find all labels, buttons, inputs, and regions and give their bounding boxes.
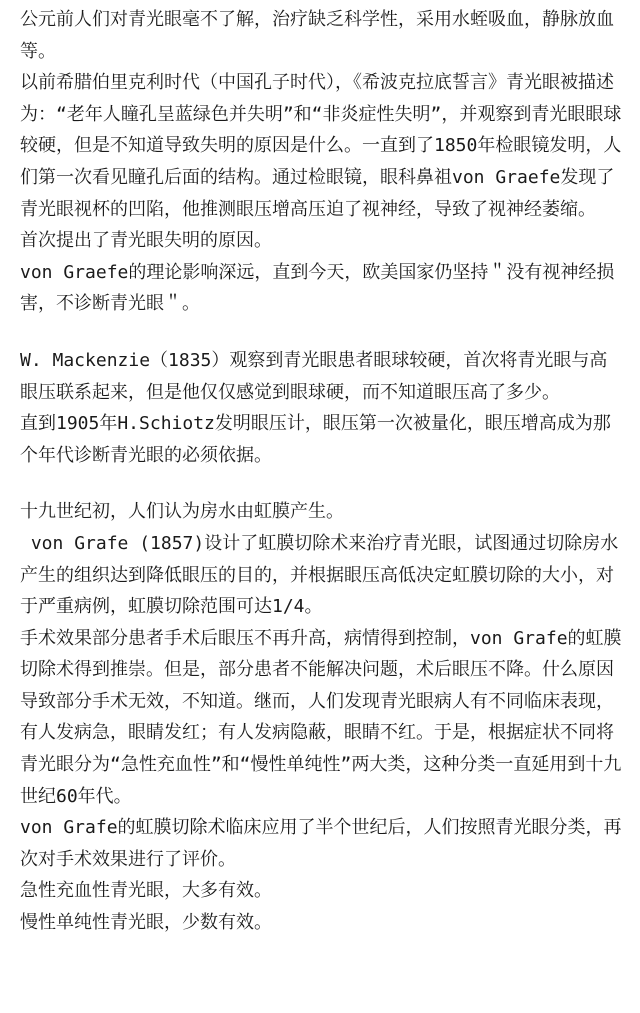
section-intraocular-pressure [20,345,622,471]
paragraph-greek-era: 以前希腊伯里克利时代（中国孔子时代），《希波克拉底誓言》青光眼被描述为：“老年人瞳孔呈蓝绿色并失明”和“非炎症性失明”，并观察到青光眼眼球较硬，但是不知道导致失明的原因是什么。一直到了1850年检眼镜发明，人们第一次看见瞳孔后面的结构。通过检眼镜，眼科鼻祖von Graefe发现了青光眼视杯的凹陷，他推测眼压增高压迫了视神经，导致了视神经萎缩。 [20,72,622,220]
section-divider [20,320,622,345]
paragraph-surgery-results: 手术效果部分患者手术后眼压不再升高，病情得到控制，von Grafe的虹膜切除术得到推崇。但是，部分患者不能解决问题，术后眼压不降。什么原因导致部分手术无效，不知道。继而，人们发现青光眼病人有不同临床表现，有人发病急，眼睛发红；有人发病隐蔽，眼睛不红。于是，根据症状不同将青光眼分为“急性充血性”和“慢性单纯性”两大类，这种分类一直延用到十九世纪60年代。 [20,627,622,807]
paragraph-acute-result: 急性充血性青光眼，大多有效。 [20,880,272,902]
paragraph-first-cause: 首次提出了青光眼失明的原因。 [20,230,272,252]
paragraph-mackenzie: W. Mackenzie（1835）观察到青光眼患者眼球较硬，首次将青光眼与高眼压联系起来，但是他仅仅感觉到眼球硬，而不知道眼压高了多少。 [20,349,608,403]
paragraph-grafe-iridectomy: von Grafe (1857)设计了虹膜切除术来治疗青光眼，试图通过切除房水产生的组织达到降低眼压的目的，并根据眼压高低决定虹膜切除的大小，对于严重病例，虹膜切除范围可达1/4。 [20,532,619,618]
paragraph-graefe-theory: von Graefe的理论影响深远，直到今天，欧美国家仍坚持＂没有视神经损害，不诊断青光眼＂。 [20,261,615,315]
paragraph-aqueous-belief: 十九世纪初，人们认为房水由虹膜产生。 [20,501,344,523]
section-divider [20,471,622,496]
paragraph-chronic-result: 慢性单纯性青光眼，少数有效。 [20,912,272,934]
paragraph-reevaluation: von Grafe的虹膜切除术临床应用了半个世纪后，人们按照青光眼分类，再次对手术效果进行了评价。 [20,817,622,870]
section-early-history [20,4,622,320]
paragraph-schiotz: 直到1905年H.Schiotz发明眼压计，眼压第一次被量化，眼压增高成为那个年代诊断青光眼的必须依据。 [20,413,611,466]
section-iridectomy [20,496,622,938]
paragraph-ancient-treatment: 公元前人们对青光眼毫不了解，治疗缺乏科学性，采用水蛭吸血，静脉放血等。 [20,9,614,62]
